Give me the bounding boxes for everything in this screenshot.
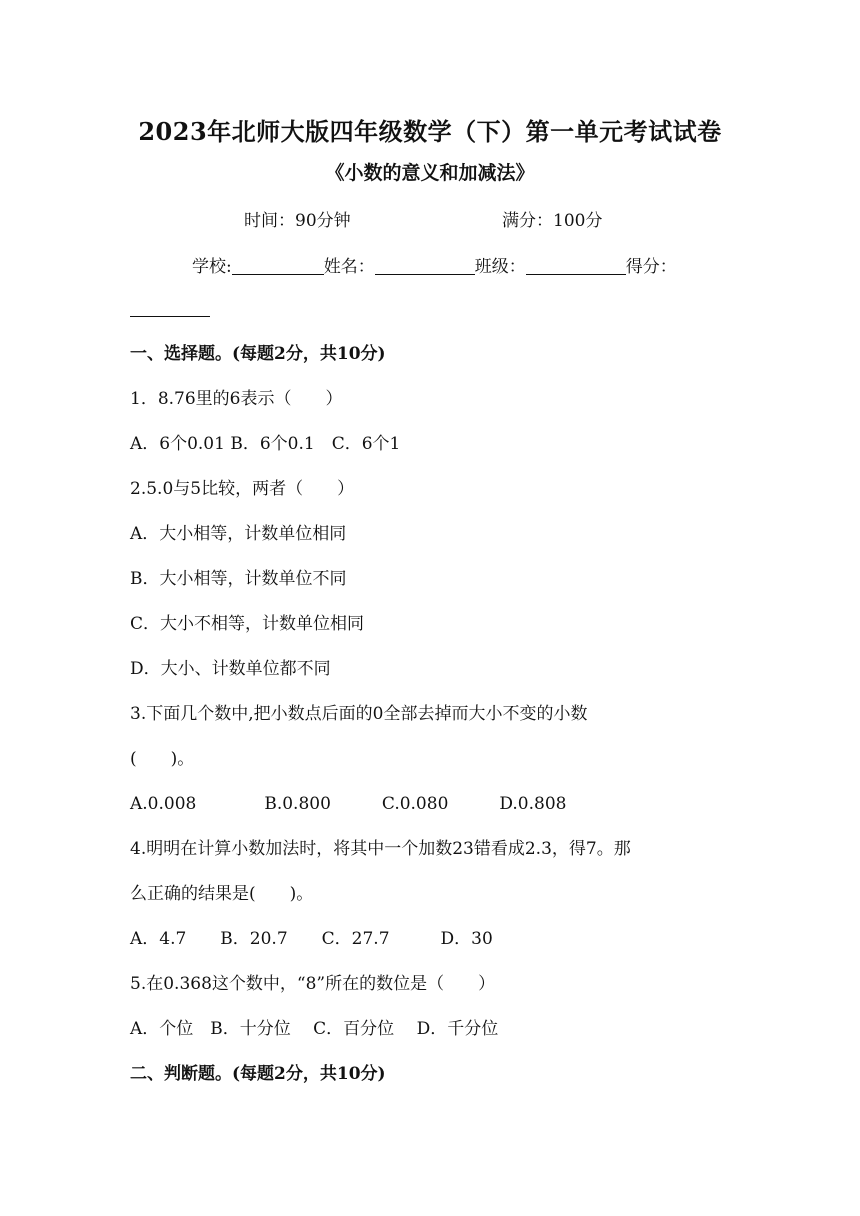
school-blank[interactable] (232, 254, 324, 275)
section-choice-title: 一、选择题。(每题2分，共10分) (130, 344, 386, 364)
exam-time: 时间：90分钟 (244, 211, 351, 231)
question-3-options: A.0.008 B.0.800 C.0.080 D.0.808 (130, 794, 567, 814)
question-2-option-b: B．大小相等，计数单位不同 (130, 569, 347, 589)
class-blank[interactable] (526, 254, 626, 275)
question-3-stem-line-2: ( )。 (130, 749, 195, 769)
school-label: 学校: (192, 257, 232, 277)
class-label: 班级： (474, 257, 526, 277)
section-judgement-title: 二、判断题。(每题2分，共10分) (130, 1064, 386, 1084)
question-5-stem: 5.在0.368这个数中，“8”所在的数位是（ ） (130, 974, 496, 994)
name-blank[interactable] (375, 254, 475, 275)
question-2-stem: 2.5.0与5比较，两者（ ） (130, 479, 355, 499)
question-4-stem-line-2: 么正确的结果是( )。 (130, 884, 314, 904)
name-label: 姓名： (323, 257, 375, 277)
question-2-option-c: C．大小不相等，计数单位相同 (130, 614, 365, 634)
question-3-stem-line-1: 3.下面几个数中,把小数点后面的0全部去掉而大小不变的小数 (130, 704, 588, 724)
question-2-option-d: D．大小、计数单位都不同 (130, 659, 331, 679)
question-4-stem-line-1: 4.明明在计算小数加法时，将其中一个加数23错看成2.3，得7。那 (130, 839, 631, 859)
question-2-option-a: A．大小相等，计数单位相同 (130, 524, 347, 544)
page-title: 2023年北师大版四年级数学（下）第一单元考试试卷 (138, 117, 722, 146)
score-blank[interactable] (130, 316, 210, 317)
score-label: 得分： (625, 257, 677, 277)
question-1-stem: 1．8.76里的6表示（ ） (130, 389, 343, 409)
question-5-options: A．个位 B．十分位 C．百分位 D．千分位 (130, 1019, 499, 1039)
question-4-options: A．4.7 B．20.7 C．27.7 D．30 (130, 929, 493, 949)
page-subtitle: 《小数的意义和加减法》 (325, 162, 535, 184)
full-score: 满分：100分 (502, 211, 603, 231)
question-1-options: A．6个0.01 B．6个0.1 C．6个1 (130, 434, 401, 454)
student-info-row (192, 252, 677, 277)
